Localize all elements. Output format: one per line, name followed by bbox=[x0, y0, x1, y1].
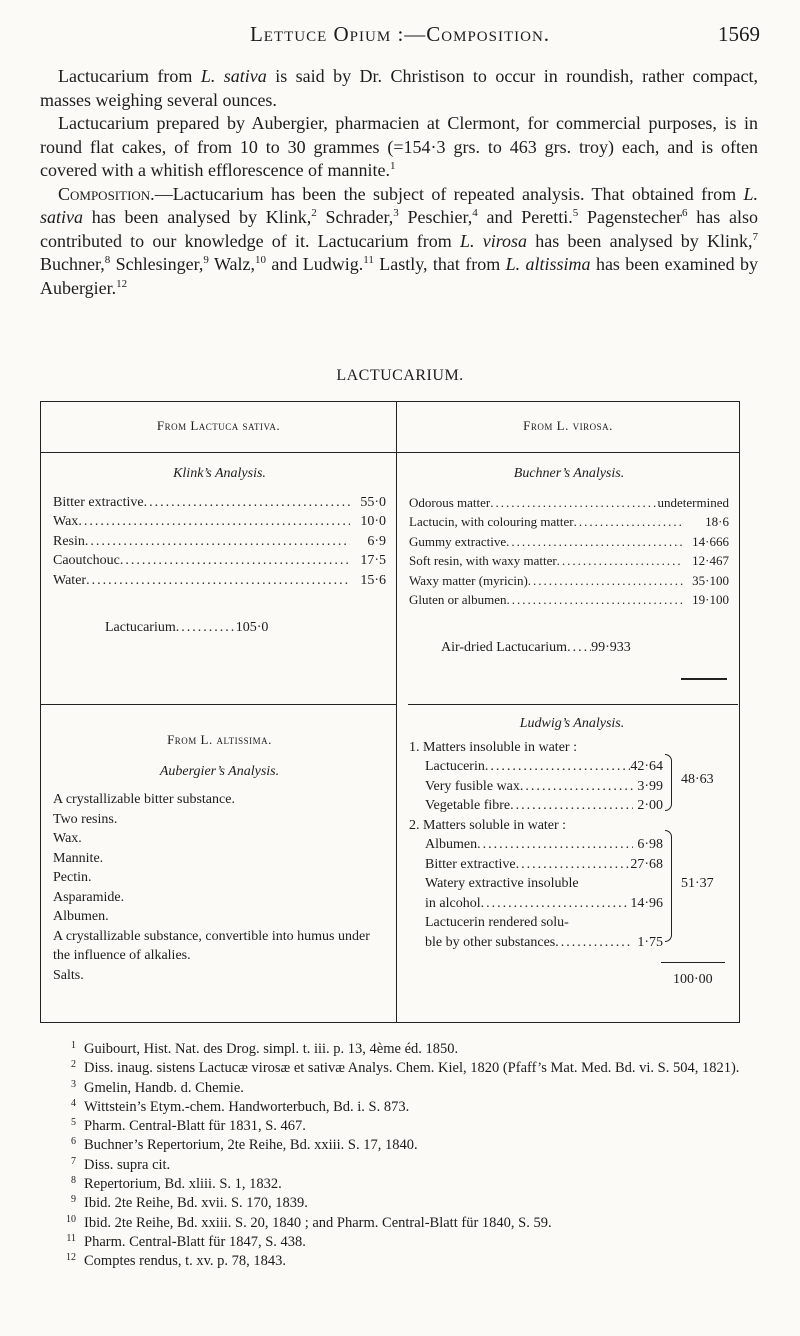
footnote-text: Pharm. Central-Blatt für 1831, S. 467. bbox=[84, 1118, 306, 1135]
group-heading: 2. Matters soluble in water : bbox=[409, 817, 567, 833]
text-run: has been analysed by Klink, bbox=[527, 230, 753, 251]
text-run: Walz, bbox=[208, 254, 255, 274]
footnote-ref: 7 bbox=[752, 230, 758, 243]
table-row bbox=[409, 571, 729, 591]
footnote-ref: 12 bbox=[116, 277, 128, 290]
column-head-sativa: From Lactuca sativa. bbox=[156, 418, 281, 433]
footnote bbox=[40, 1059, 760, 1078]
footnote-number: 2 bbox=[71, 1059, 76, 1071]
footnote-text: Comptes rendus, t. xv. p. 78, 1843. bbox=[84, 1253, 287, 1270]
row-label: Albumen bbox=[425, 837, 478, 852]
footnote bbox=[40, 1040, 760, 1059]
footnote-text: Diss. supra cit. bbox=[84, 1156, 171, 1173]
column-head-virosa: From L. virosa. bbox=[523, 418, 613, 433]
table-row bbox=[409, 493, 729, 513]
footnote-ref: 3 bbox=[393, 207, 399, 219]
row-value: 55·0 bbox=[360, 494, 386, 510]
paragraph-2 bbox=[40, 112, 758, 183]
row-label: Resin bbox=[53, 533, 85, 549]
text-run: Peschier, bbox=[398, 207, 473, 227]
total-label: Air-dried Lactucarium bbox=[441, 639, 568, 655]
row-label: Gummy extractive bbox=[409, 533, 507, 549]
header-rule bbox=[41, 452, 739, 453]
row-value: 14·96 bbox=[630, 895, 663, 911]
leader-dots bbox=[485, 757, 630, 777]
text-run: and Peretti. bbox=[477, 207, 573, 227]
row-label: Caoutchouc bbox=[53, 553, 120, 568]
footnote bbox=[40, 1175, 760, 1194]
footnote bbox=[40, 1117, 760, 1136]
row-label: in alcohol bbox=[425, 895, 481, 911]
text-run: Schrader, bbox=[316, 207, 394, 227]
row-value: 2·00 bbox=[637, 798, 663, 813]
footnotes bbox=[40, 1040, 760, 1272]
row-label: ble by other substances bbox=[425, 934, 556, 950]
row-label: Bitter extractive bbox=[53, 494, 144, 510]
text-run: —Lactucarium has been the subject of repeated analysis. That obtained from bbox=[154, 183, 744, 204]
footnote bbox=[40, 1214, 760, 1233]
table-row bbox=[53, 532, 386, 552]
footnote-number: 1 bbox=[71, 1040, 76, 1051]
leader-dots bbox=[528, 571, 683, 591]
row-value: 14·666 bbox=[692, 533, 729, 549]
text-run: Schlesinger, bbox=[110, 254, 204, 274]
row-label: Watery extractive insoluble bbox=[425, 876, 579, 891]
text-run: has been examined by Aubergier. bbox=[40, 254, 759, 298]
leader-dots bbox=[481, 894, 631, 914]
row-value: 1·75 bbox=[637, 934, 663, 950]
ludwig-analysis bbox=[409, 714, 735, 952]
footnote-ref: 11 bbox=[363, 254, 374, 266]
footnote-number: 4 bbox=[71, 1097, 76, 1109]
table-row bbox=[425, 855, 663, 875]
table-row bbox=[53, 571, 386, 591]
row-value: 35·100 bbox=[692, 572, 729, 588]
footnote-text: Gmelin, Handb. d. Chemie. bbox=[84, 1079, 244, 1096]
page-header bbox=[40, 22, 760, 52]
section-rule bbox=[41, 704, 396, 705]
leader-dots bbox=[506, 532, 683, 552]
footnote-ref: 2 bbox=[311, 207, 317, 219]
species-name: L. altissima bbox=[505, 254, 591, 274]
list-item: Wax. bbox=[53, 831, 82, 846]
footnote-text: Diss. inaug. sistens Lactucæ virosæ et sativæ Analys. Chem. Kiel, 1820 (Pfaff’s Mat. Med. Bd. vi. S. 504, 1821). bbox=[84, 1060, 740, 1077]
group-2-total: 51·37 bbox=[681, 876, 714, 891]
grand-total: 100·00 bbox=[673, 972, 713, 987]
table-row bbox=[425, 894, 663, 914]
footnote-text: Wittstein’s Etym.-chem. Handworterbuch, Bd. i. S. 873. bbox=[84, 1098, 410, 1115]
list-item: Albumen. bbox=[53, 909, 109, 924]
leader-dots bbox=[490, 493, 657, 513]
list-item: Two resins. bbox=[53, 811, 118, 827]
row-value: 15·6 bbox=[360, 572, 386, 588]
footnote-ref: 10 bbox=[255, 254, 266, 266]
row-label: Soft resin, with waxy matter bbox=[409, 553, 557, 568]
analysis-subtitle: Aubergier’s Analysis. bbox=[159, 763, 280, 779]
list-item: Asparamide. bbox=[53, 889, 125, 905]
brace-group-2 bbox=[665, 830, 672, 942]
row-label: Odorous matter bbox=[409, 494, 491, 510]
table-row bbox=[53, 512, 386, 532]
footnote-text: Buchner’s Repertorium, 2te Reihe, Bd. xxiii. S. 17, 1840. bbox=[84, 1137, 418, 1154]
total-rule bbox=[661, 962, 725, 963]
row-label: Gluten or albumen bbox=[409, 592, 507, 607]
running-title: Lettuce Opium :—Composition. bbox=[249, 22, 551, 46]
row-value: 12·467 bbox=[692, 553, 729, 568]
text-run: and Ludwig. bbox=[266, 254, 364, 274]
row-label: Lactucerin bbox=[425, 759, 485, 774]
column-divider bbox=[396, 402, 397, 1022]
list-item: Pectin. bbox=[53, 870, 92, 885]
row-value: 3·99 bbox=[637, 778, 663, 794]
table-title: LACTUCARIUM. bbox=[336, 367, 464, 384]
footnote-ref: 6 bbox=[681, 207, 688, 219]
row-label: Water bbox=[53, 572, 87, 588]
leader-dots bbox=[78, 512, 350, 532]
analysis-subtitle: Buchner’s Analysis. bbox=[513, 466, 625, 481]
table-row bbox=[425, 777, 663, 797]
species-name: L. sativa bbox=[40, 183, 758, 227]
footnote-number: 3 bbox=[71, 1078, 76, 1090]
total-label: Lactucarium bbox=[105, 620, 176, 635]
leader-dots bbox=[516, 855, 631, 875]
row-label: Lactucin, with colouring matter bbox=[409, 514, 574, 529]
leader-dots bbox=[144, 493, 350, 513]
brace-group-1 bbox=[665, 754, 672, 811]
text-run: Lactucarium from bbox=[58, 66, 201, 86]
body-text bbox=[40, 65, 758, 300]
footnote-ref: 1 bbox=[390, 160, 396, 172]
total-underline bbox=[681, 678, 727, 680]
footnote-text: Repertorium, Bd. xliii. S. 1, 1832. bbox=[84, 1176, 282, 1193]
table-row bbox=[53, 551, 386, 571]
footnote bbox=[40, 1079, 760, 1098]
text-run: has also contributed to our knowledge of it. Lactucarium from bbox=[40, 207, 758, 251]
table-row bbox=[425, 933, 663, 953]
text-run: Lactucarium prepared by Aubergier, pharmacien at Clermont, for commercial purposes, is in round flat cakes, of from 10 to 30 grammes (=154·3 grs. to 463 grs. troy) each, and is often covered with a whitish efflorescence of mannite. bbox=[40, 113, 758, 180]
leader-dots bbox=[506, 590, 683, 610]
footnote-number: 11 bbox=[66, 1232, 76, 1244]
footnote-text: Guibourt, Hist. Nat. des Drog. simpl. t. iii. p. 13, 4ème éd. 1850. bbox=[84, 1041, 459, 1057]
leader-dots bbox=[557, 551, 683, 571]
list-item: Salts. bbox=[53, 967, 84, 983]
text-run: Pagenstecher bbox=[578, 207, 682, 227]
footnote-number: 12 bbox=[66, 1252, 76, 1264]
table-row bbox=[409, 551, 729, 571]
footnote-number: 8 bbox=[71, 1175, 76, 1187]
klink-analysis bbox=[53, 464, 386, 638]
altissima-analysis bbox=[53, 730, 386, 985]
text-run: Buchner, bbox=[40, 254, 105, 274]
footnote bbox=[40, 1136, 760, 1155]
analysis-table bbox=[40, 401, 740, 1023]
table-row bbox=[425, 757, 663, 777]
footnote-text: Ibid. 2te Reihe, Bd. xvii. S. 170, 1839. bbox=[84, 1195, 308, 1212]
footnote-number: 5 bbox=[71, 1117, 76, 1129]
text-run: is said by Dr. Christison to occur in roundish, rather compact, masses weighing several ounces. bbox=[40, 66, 758, 110]
row-label: Lactucerin rendered solu- bbox=[425, 915, 569, 930]
section-heading: Composition. bbox=[58, 183, 155, 204]
leader-dots bbox=[85, 532, 350, 552]
row-value: 27·68 bbox=[630, 856, 663, 872]
paragraph-3 bbox=[40, 183, 758, 301]
total-value: 99·933 bbox=[591, 639, 631, 655]
row-value: 19·100 bbox=[692, 592, 729, 607]
buchner-total-row bbox=[409, 638, 729, 658]
klink-total-row bbox=[53, 618, 386, 638]
table-row bbox=[409, 532, 729, 552]
group-heading: 1. Matters insoluble in water : bbox=[409, 739, 577, 755]
row-value: 42·64 bbox=[630, 759, 663, 774]
row-value: 17·5 bbox=[360, 553, 386, 568]
paragraph-1 bbox=[40, 65, 758, 112]
list-item: Mannite. bbox=[53, 850, 104, 866]
row-value: 10·0 bbox=[360, 514, 386, 529]
row-value: 18·6 bbox=[705, 514, 729, 529]
row-value: 6·9 bbox=[367, 533, 386, 549]
footnote-ref: 4 bbox=[472, 207, 478, 219]
row-value: undetermined bbox=[657, 494, 729, 510]
row-label: Very fusible wax bbox=[425, 778, 520, 794]
page-number: 1569 bbox=[718, 22, 760, 46]
leader-dots bbox=[520, 777, 633, 797]
analysis-subtitle: Klink’s Analysis. bbox=[173, 466, 266, 481]
altissima-head: From L. altissima. bbox=[167, 732, 272, 747]
footnote-number: 7 bbox=[71, 1155, 76, 1167]
leader-dots bbox=[567, 638, 591, 658]
group-1-total: 48·63 bbox=[681, 772, 714, 787]
table-row bbox=[425, 835, 663, 855]
row-label: Waxy matter (myricin) bbox=[409, 572, 528, 588]
footnote-ref: 8 bbox=[104, 254, 111, 266]
footnote-number: 9 bbox=[71, 1194, 76, 1206]
footnote-text: Pharm. Central-Blatt für 1847, S. 438. bbox=[84, 1233, 306, 1250]
table-row bbox=[53, 493, 386, 513]
footnote-number: 6 bbox=[71, 1136, 76, 1148]
leader-dots bbox=[555, 933, 633, 953]
text-run: Lastly, that from bbox=[373, 254, 506, 274]
leader-dots bbox=[510, 796, 633, 816]
footnote-number: 10 bbox=[66, 1213, 76, 1225]
leader-dots bbox=[176, 618, 236, 638]
footnote bbox=[40, 1098, 760, 1117]
section-rule bbox=[408, 704, 738, 705]
footnote bbox=[40, 1194, 760, 1213]
footnote-ref: 5 bbox=[572, 207, 579, 219]
leader-dots bbox=[120, 551, 350, 571]
row-label: Wax bbox=[53, 514, 79, 529]
leader-dots bbox=[86, 571, 350, 591]
leader-dots bbox=[574, 512, 683, 532]
footnote bbox=[40, 1156, 760, 1175]
species-name: L. sativa bbox=[200, 66, 267, 86]
table-row bbox=[425, 796, 663, 816]
footnote-text: Ibid. 2te Reihe, Bd. xxiii. S. 20, 1840 ; and Pharm. Central-Blatt für 1840, S. 59. bbox=[84, 1214, 552, 1231]
table-row bbox=[409, 590, 729, 610]
buchner-analysis bbox=[409, 464, 729, 657]
row-value: 6·98 bbox=[637, 837, 663, 852]
footnote bbox=[40, 1252, 760, 1271]
list-item: A crystallizable bitter substance. bbox=[53, 792, 235, 807]
text-run: has been analysed by Klink, bbox=[83, 207, 312, 227]
row-label: Vegetable fibre bbox=[425, 798, 511, 813]
table-row bbox=[409, 512, 729, 532]
leader-dots bbox=[477, 835, 633, 855]
total-value: 105·0 bbox=[235, 620, 269, 635]
list-item: A crystallizable substance, convertible into humus under the influence of alkalies. bbox=[53, 928, 370, 963]
species-name: L. virosa bbox=[460, 230, 528, 251]
row-label: Bitter extractive bbox=[425, 856, 516, 872]
analysis-subtitle: Ludwig’s Analysis. bbox=[519, 716, 625, 731]
footnote bbox=[40, 1233, 760, 1252]
footnote-ref: 9 bbox=[203, 254, 209, 266]
